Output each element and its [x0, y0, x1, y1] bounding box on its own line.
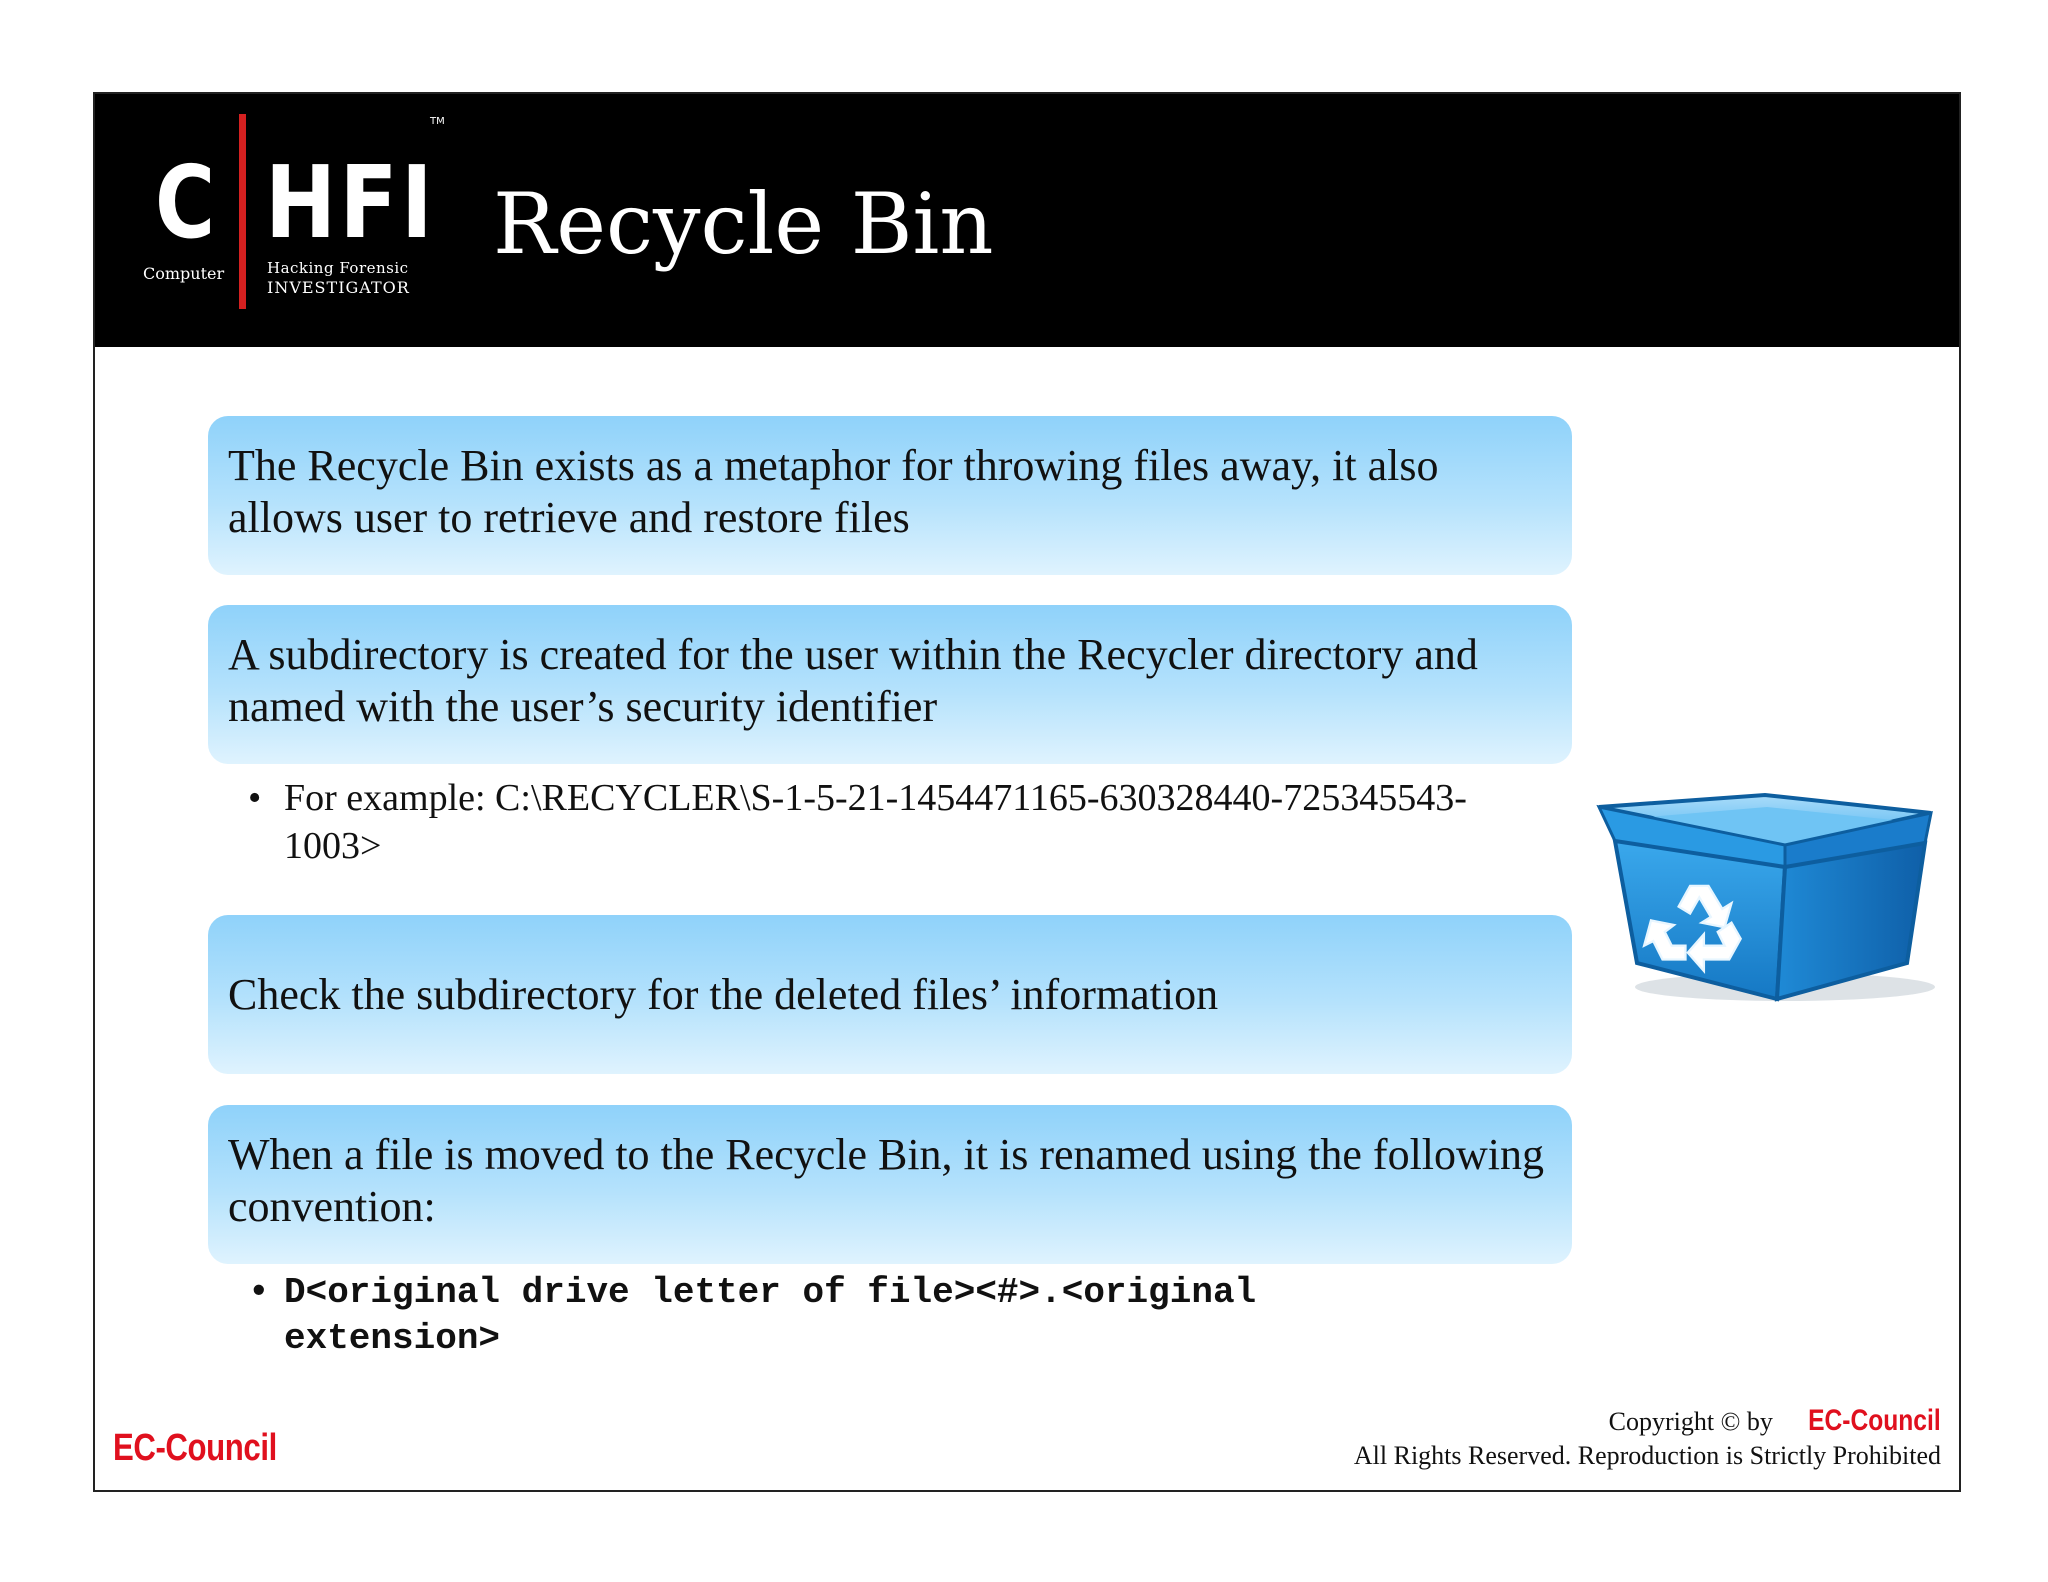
copyright-notice [1354, 1404, 1941, 1473]
info-box-recycle-bin-metaphor [208, 416, 1572, 575]
recycle-bin-icon [1585, 749, 1945, 1019]
info-box-subdirectory [208, 605, 1572, 764]
footer-brand: EC-Council [113, 1427, 277, 1469]
info-box-text: Check the subdirectory for the deleted files’ information [228, 969, 1219, 1019]
copyright-prefix: Copyright © by [1608, 1407, 1773, 1436]
logo-investigator-text: INVESTIGATOR [267, 278, 410, 297]
bullet-marker: • [248, 1272, 270, 1313]
copyright-brand: EC-Council [1808, 1404, 1941, 1437]
bullet-marker: • [248, 777, 262, 819]
bullet-example-path [248, 774, 1488, 870]
logo-divider [239, 114, 246, 309]
info-box-rename-convention [208, 1105, 1572, 1264]
rights-line: All Rights Reserved. Reproduction is Strictly Prohibited [1353, 1441, 1941, 1470]
logo-hacking-forensic-text: Hacking Forensic [267, 259, 409, 277]
logo-letter-c: C [155, 144, 216, 261]
info-box-text: The Recycle Bin exists as a metaphor for throwing files away, it also allows user to retrieve and restore files [228, 441, 1439, 542]
bullet-naming-convention [248, 1270, 1488, 1362]
header-bar [95, 94, 1959, 347]
slide-title: Recycle Bin [493, 175, 994, 273]
info-box-text: A subdirectory is created for the user within the Recycler directory and named with the user’s security identifier [228, 630, 1478, 731]
chfi-logo [95, 94, 495, 347]
copyright-line [1354, 1404, 1941, 1439]
bullet-text: D<original drive letter of file><#>.<original extension> [284, 1272, 1257, 1359]
info-box-text: When a file is moved to the Recycle Bin, it is renamed using the following convention: [228, 1130, 1545, 1231]
bullet-text: For example: C:\RECYCLER\S-1-5-21-1454471165-630328440-725345543-1003> [284, 777, 1467, 867]
logo-letters-hfi: HFI [265, 144, 437, 261]
info-box-check-subdirectory [208, 915, 1572, 1074]
slide [93, 92, 1961, 1492]
logo-computer-text: Computer [143, 264, 225, 283]
logo-trademark: TM [430, 116, 445, 127]
